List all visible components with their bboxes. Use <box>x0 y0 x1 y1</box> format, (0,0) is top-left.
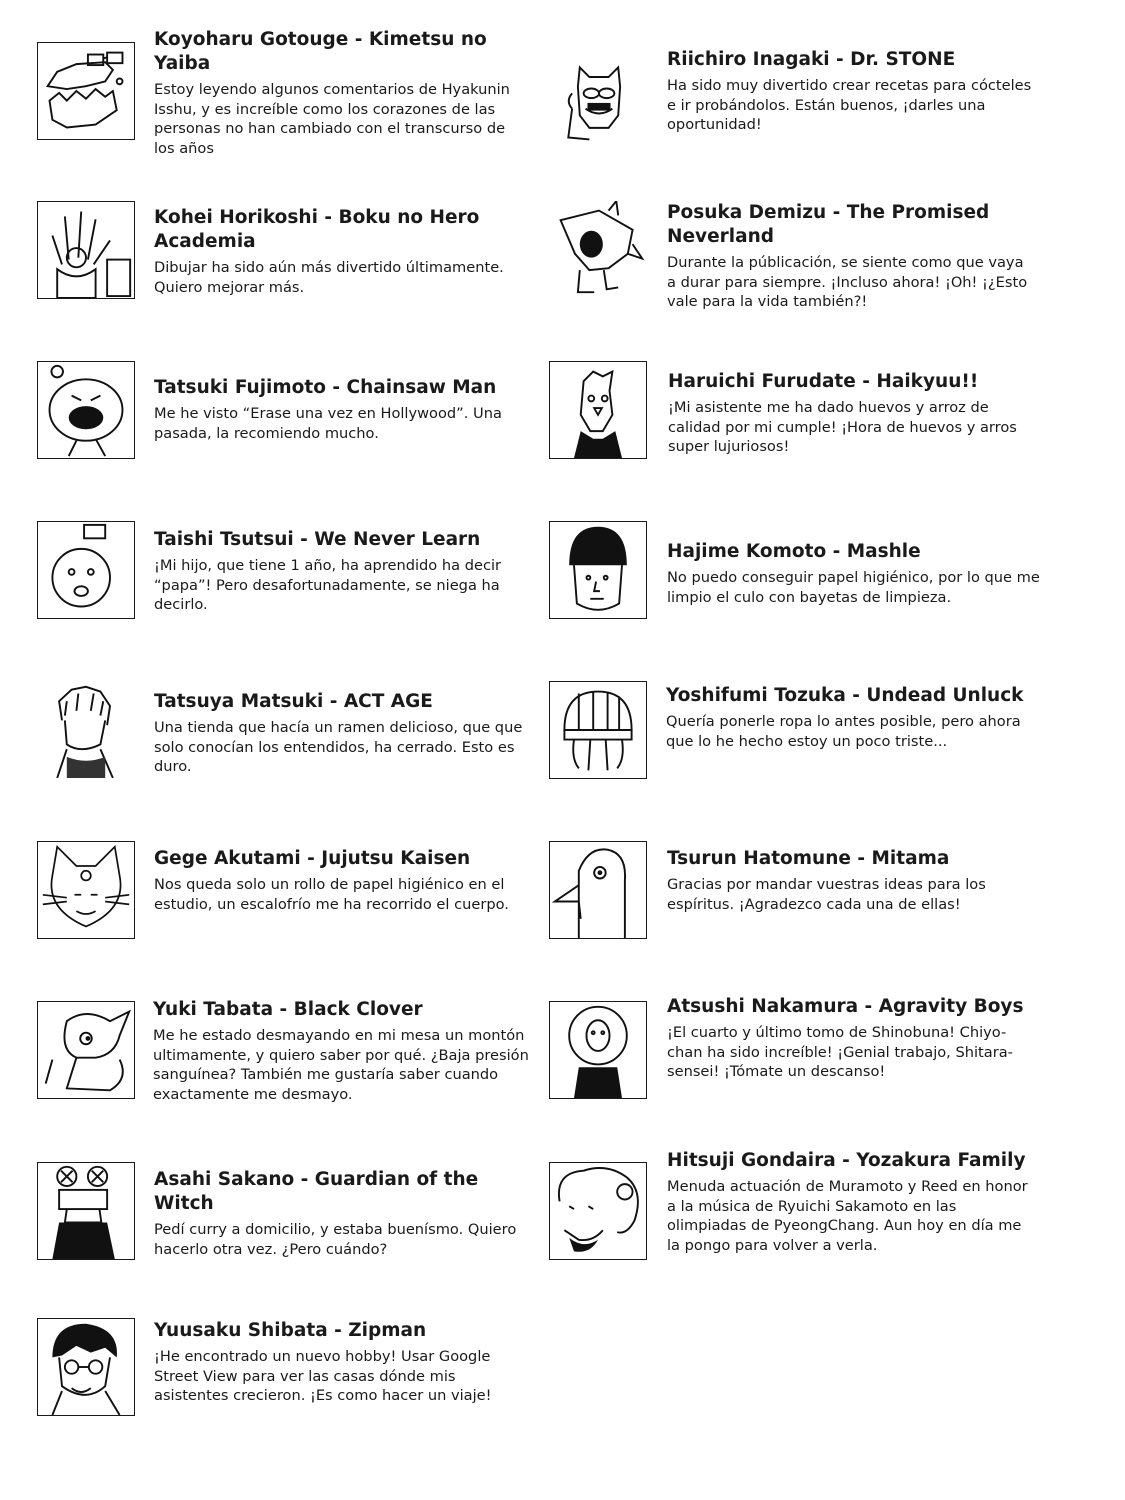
three-eyed-cat-icon <box>37 841 135 939</box>
author-name: Hitsuji Gondaira - Yozakura Family <box>667 1150 1026 1171</box>
duck-creature-icon <box>37 1001 135 1099</box>
author-comment: Una tienda que hacía un ramen delicioso, que que solo conocían los entendidos, ha cerrado. Esto es duro. <box>154 719 523 775</box>
child-face-icon <box>37 521 135 619</box>
author-comment: No puedo conseguir papel higiénico, por lo que me limpio el culo con bayetas de limpieza. <box>667 569 1040 606</box>
author-comment: Me he estado desmayando en mi mesa un montón ultimamente, y quiero saber por qué. ¿Baja presión sanguínea? También me gustaría saber cuando exactamente me desmayo. <box>153 1027 529 1103</box>
masked-face-icon <box>550 52 648 150</box>
crow-man-icon <box>549 361 647 459</box>
author-name: Atsushi Nakamura - Agravity Boys <box>667 996 1024 1017</box>
author-name: Koyoharu Gotouge - Kimetsu no Yaiba <box>154 29 487 74</box>
bowl-cut-face-icon <box>549 521 647 619</box>
author-name: Gege Akutami - Jujutsu Kaisen <box>154 848 471 869</box>
cross-eyed-mask-icon <box>37 1162 135 1260</box>
author-name: Tatsuya Matsuki - ACT AGE <box>154 691 433 712</box>
author-comment: Estoy leyendo algunos comentarios de Hyakunin Isshu, y es increíble como los corazones de las personas no han cambiado con el transcurso de los años <box>154 81 510 157</box>
author-comment: ¡Mi hijo, que tiene 1 año, ha aprendido ha decir “papa”! Pero desafortunadamente, se niega ha decirlo. <box>154 557 502 613</box>
author-comment: ¡El cuarto y último tomo de Shinobuna! Chiyo-chan ha sido increíble! ¡Genial trabajo, Shitara-sensei! ¡Tómate un descanso! <box>667 1024 1013 1080</box>
author-name: Posuka Demizu - The Promised Neverland <box>667 202 990 247</box>
shouting-creature-icon <box>37 361 135 459</box>
author-name: Kohei Horikoshi - Boku no Hero Academia <box>154 207 480 252</box>
author-comment: Quería ponerle ropa lo antes posible, pero ahora que lo he hecho estoy un poco triste... <box>666 713 1021 750</box>
author-name: Tatsuki Fujimoto - Chainsaw Man <box>154 377 497 398</box>
jellyfish-creature-icon <box>549 681 647 779</box>
author-comment: Nos queda solo un rollo de papel higiénico en el estudio, un escalofrío me ha recorrido el cuerpo. <box>154 876 509 913</box>
author-comment: ¡Mi asistente me ha dado huevos y arroz de calidad por mi cumple! ¡Hora de huevos y arros super lujuriosos! <box>668 399 1017 455</box>
glasses-boy-icon <box>37 1318 135 1416</box>
author-name: Yoshifumi Tozuka - Undead Unluck <box>666 685 1024 706</box>
author-comment: Me he visto “Erase una vez en Hollywood”. Una pasada, la recomiendo mucho. <box>154 405 502 442</box>
author-comment: Pedí curry a domicilio, y estaba buenísmo. Quiero hacerlo otra vez. ¿Pero cuándo? <box>154 1221 517 1258</box>
author-name: Hajime Komoto - Mashle <box>667 541 921 562</box>
raised-hand-icon <box>37 201 135 299</box>
shark-creature-icon <box>550 200 648 298</box>
bird-head-icon <box>549 841 647 939</box>
author-comment: Gracias por mandar vuestras ideas para los espíritus. ¡Agradezco cada una de ellas! <box>667 876 986 913</box>
curly-hair-woman-icon <box>549 1162 647 1260</box>
crocodile-glasses-icon <box>37 42 135 140</box>
author-name: Yuusaku Shibata - Zipman <box>154 1320 427 1341</box>
author-name: Asahi Sakano - Guardian of the Witch <box>154 1169 479 1214</box>
author-name: Tsurun Hatomune - Mitama <box>667 848 950 869</box>
author-comment: Durante la públicación, se siente como que vaya a durar para siempre. ¡Incluso ahora! ¡Oh! ¡¿Esto vale para la vida también?! <box>667 254 1028 310</box>
author-comment: Ha sido muy divertido crear recetas para cócteles e ir probándolos. Están buenos, ¡darles una oportunidad! <box>667 77 1032 133</box>
author-comment: Dibujar ha sido aún más divertido últimamente. Quiero mejorar más. <box>154 259 504 296</box>
author-name: Yuki Tabata - Black Clover <box>153 999 423 1020</box>
author-comment: ¡He encontrado un nuevo hobby! Usar Google Street View para ver las casas dónde mis asistentes crecieron. ¡Es como hacer un viaje! <box>154 1348 492 1404</box>
astronaut-icon <box>549 1001 647 1099</box>
messy-hair-man-icon <box>37 681 135 779</box>
author-comment: Menuda actuación de Muramoto y Reed en honor a la música de Ryuichi Sakamoto en las olimpiadas de PyeongChang. Aun hoy en día me la pongo para volver a verla. <box>667 1178 1028 1254</box>
author-name: Riichiro Inagaki - Dr. STONE <box>667 49 956 70</box>
author-name: Haruichi Furudate - Haikyuu!! <box>668 371 979 392</box>
author-name: Taishi Tsutsui - We Never Learn <box>154 529 481 550</box>
